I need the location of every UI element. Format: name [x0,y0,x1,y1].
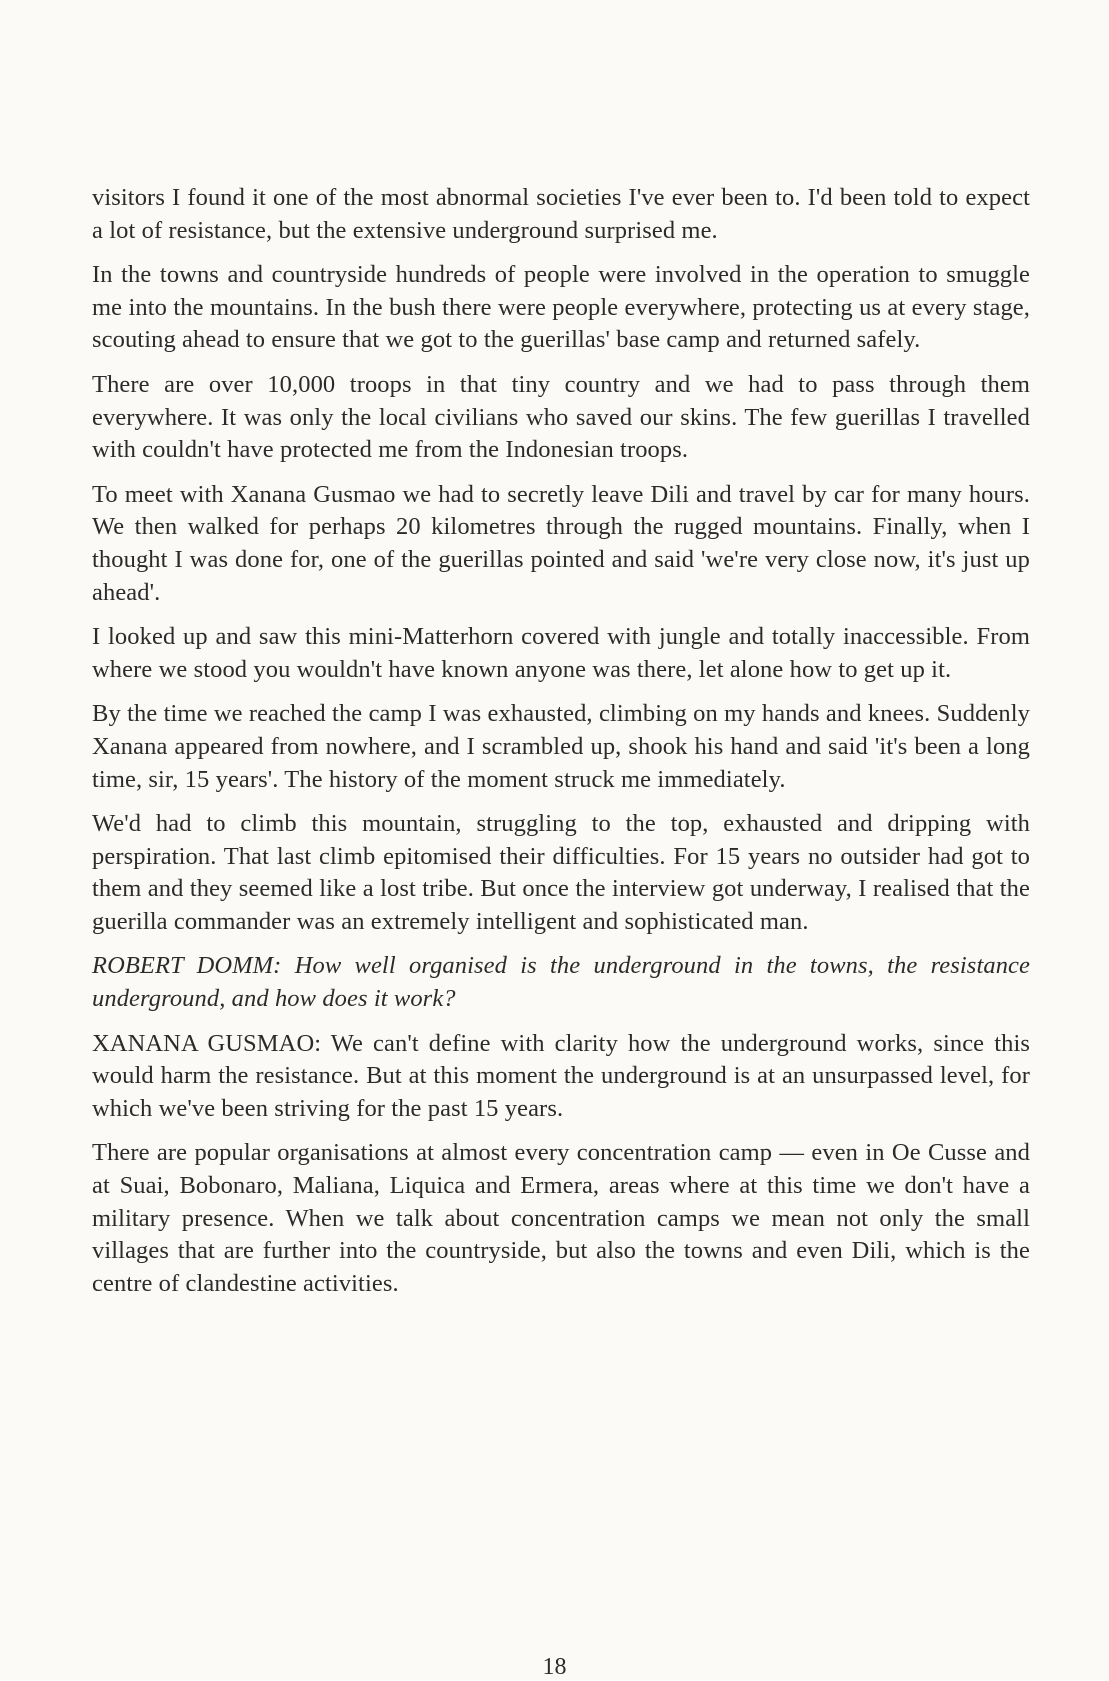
paragraph-6: By the time we reached the camp I was exhausted, climbing on my hands and knees. Suddenly Xanana appeared from nowhere, and I scrambled up, shook his hand and said 'it's been a long time, sir, 15 years'. The history of the moment struck me immediately. [92,700,1030,793]
interview-answer-2: There are popular organisations at almost every concentration camp — even in Oe Cusse and at Suai, Bobonaro, Maliana, Liquica and Ermera, areas where at this time we don't have a military presence. When we talk about concentration camps we mean not only the small villages that are further into the countryside, but also the towns and even Dili, which is the centre of clandestine activities. [92,1139,1030,1297]
paragraph-4: To meet with Xanana Gusmao we had to secretly leave Dili and travel by car for many hours. We then walked for perhaps 20 kilometres through the rugged mountains. Finally, when I thought I was done for, one of the guerillas pointed and said 'we're very close now, it's just up ahead'. [92,480,1030,606]
paragraph-7: We'd had to climb this mountain, struggling to the top, exhausted and dripping with perspiration. That last climb epitomised their difficulties. For 15 years no outsider had got to them and they seemed like a lost tribe. But once the interview got underway, I realised that the guerilla commander was an extremely intelligent and sophisticated man. [92,810,1030,935]
interview-answer-1: XANANA GUSMAO: We can't define with clarity how the underground works, since this would harm the resistance. But at this moment the underground is at an unsurpassed level, for which we've been striving for the past 15 years. [92,1029,1030,1122]
page-number: 18 [542,1654,567,1680]
paragraph-1: visitors I found it one of the most abnormal societies I've ever been to. I'd been told to expect a lot of resistance, but the extensive underground surprised me. [92,184,1030,244]
paragraph-2: In the towns and countryside hundreds of people were involved in the operation to smuggle me into the mountains. In the bush there were people everywhere, protecting us at every stage, scouting ahead to ensure that we got to the guerillas' base camp and returned safely. [92,261,1030,354]
body-text [92,182,1030,1312]
paragraph-5: I looked up and saw this mini-Matterhorn covered with jungle and totally inaccessible. From where we stood you wouldn't have known anyone was there, let alone how to get up it. [92,623,1030,683]
paragraph-3: There are over 10,000 troops in that tiny country and we had to pass through them everywhere. It was only the local civilians who saved our skins. The few guerillas I travelled with couldn't have protected me from the Indonesian troops. [92,370,1030,464]
interview-question: ROBERT DOMM: How well organised is the underground in the towns, the resistance underground, and how does it work? [92,952,1030,1013]
